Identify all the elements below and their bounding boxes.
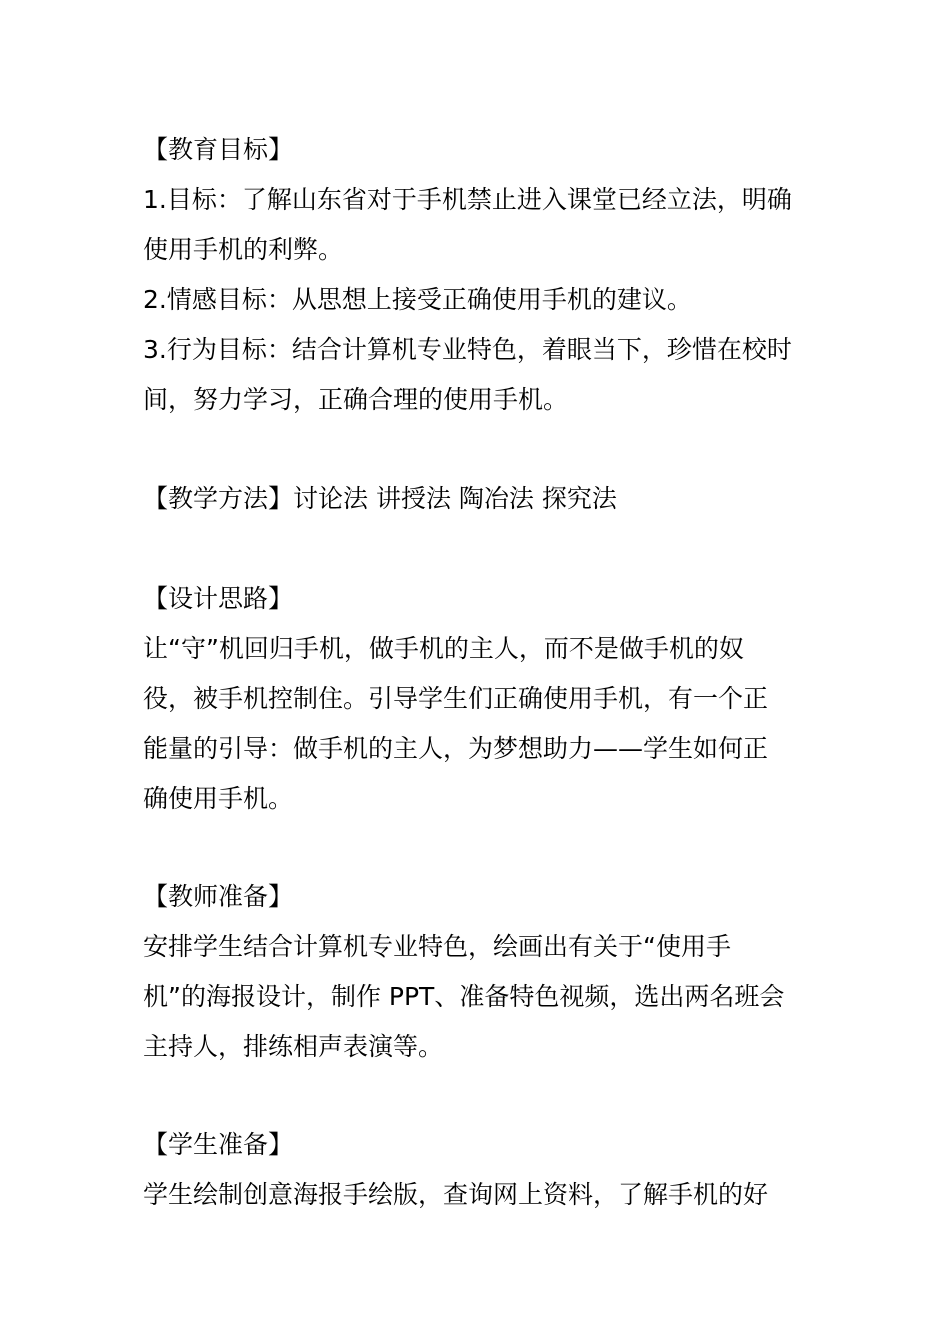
- design-paragraph-line: 确使用手机。: [143, 784, 294, 813]
- goal-item-1: 1.目标：了解山东省对于手机禁止进入课堂已经立法，明确: [143, 185, 792, 214]
- goal-item-1-continued: 使用手机的利弊。: [143, 235, 344, 264]
- design-paragraph-line: 让“守”机回归手机，做手机的主人，而不是做手机的奴: [143, 634, 744, 663]
- section-heading-education-goals: 【教育目标】: [143, 135, 294, 164]
- teacher-paragraph-line: 安排学生结合计算机专业特色，绘画出有关于“使用手: [143, 932, 731, 961]
- student-paragraph-line: 学生绘制创意海报手绘版，查询网上资料，了解手机的好: [143, 1180, 769, 1209]
- teacher-paragraph-line: 机”的海报设计，制作 PPT、准备特色视频，选出两名班会: [143, 982, 785, 1011]
- teacher-paragraph-line: 主持人，排练相声表演等。: [143, 1032, 444, 1061]
- goal-item-2: 2.情感目标：从思想上接受正确使用手机的建议。: [143, 285, 692, 314]
- design-paragraph-line: 役，被手机控制住。引导学生们正确使用手机，有一个正: [143, 684, 769, 713]
- goal-item-3-continued: 间，努力学习，正确合理的使用手机。: [143, 385, 569, 414]
- section-heading-design-ideas: 【设计思路】: [143, 584, 294, 613]
- goal-item-3: 3.行为目标：结合计算机专业特色，着眼当下，珍惜在校时: [143, 335, 792, 364]
- section-heading-student-preparation: 【学生准备】: [143, 1130, 294, 1159]
- section-heading-teaching-methods: 【教学方法】讨论法 讲授法 陶冶法 探究法: [143, 484, 617, 513]
- design-paragraph-line: 能量的引导：做手机的主人，为梦想助力——学生如何正: [143, 734, 769, 763]
- section-heading-teacher-preparation: 【教师准备】: [143, 882, 294, 911]
